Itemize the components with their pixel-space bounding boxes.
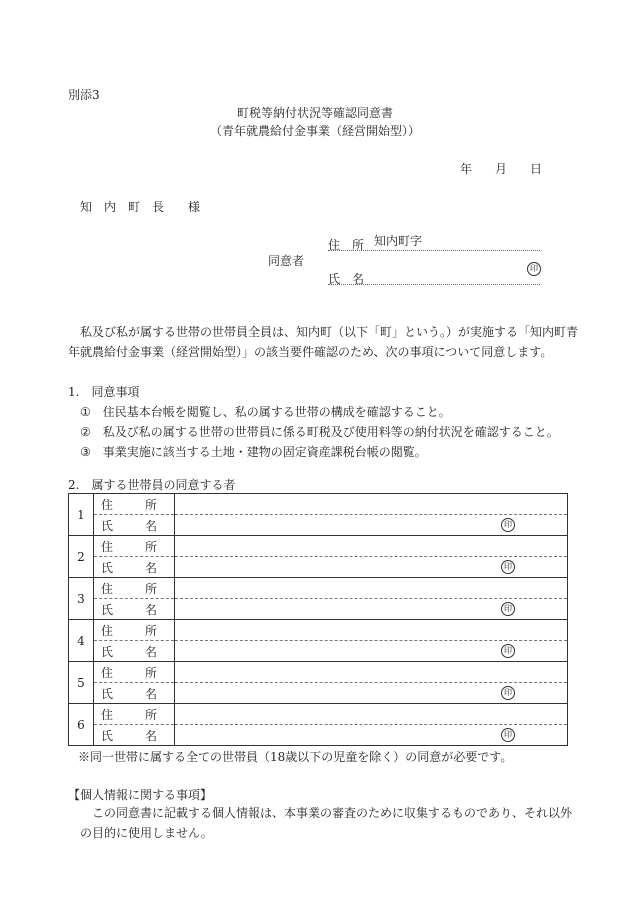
consent-item-text: 住民基本台帳を閲覧し、私の属する世帯の構成を確認すること。 (102, 405, 451, 419)
consent-item-mark: ② (80, 425, 91, 439)
member-address-label: 住 所 (94, 536, 175, 557)
consent-item-mark: ③ (80, 445, 91, 459)
member-address-field[interactable] (175, 620, 568, 641)
member-name-row (69, 599, 568, 620)
member-name-label: 氏 名 (94, 725, 175, 746)
member-name-label: 氏 名 (94, 515, 175, 536)
member-address-row (69, 494, 568, 515)
member-seal: 印 (501, 560, 515, 574)
document-title: 町税等納付状況等確認同意書 (236, 106, 393, 120)
intro-line-2: 年就農給付金事業（経営開始型）」の該当要件確認のため、次の事項について同意します。 (68, 345, 553, 359)
consenter-address-label: 住 所 (328, 238, 365, 252)
member-name-field[interactable] (175, 683, 568, 704)
section1-heading: 1. 同意事項 (68, 385, 140, 399)
member-seal: 印 (501, 518, 515, 532)
document-subtitle: （青年就農給付金事業（経営開始型）） (209, 124, 420, 138)
member-name-label: 氏 名 (94, 641, 175, 662)
consenter-name-label: 氏 名 (328, 272, 365, 286)
member-name-row (69, 641, 568, 662)
member-name-field[interactable] (175, 599, 568, 620)
privacy-line-2: の目的に使用しません。 (80, 826, 213, 840)
member-address-label: 住 所 (94, 620, 175, 641)
intro-line-1: 私及び私が属する世帯の世帯員全員は、知内町（以下「町」という。）が実施する「知内町青 (80, 325, 579, 339)
consent-item (80, 443, 427, 460)
attachment-label: 別添3 (68, 88, 100, 102)
member-name-label: 氏 名 (94, 557, 175, 578)
privacy-heading: 【個人情報に関する事項】 (68, 788, 213, 802)
member-name-label: 氏 名 (94, 683, 175, 704)
member-number: 1 (69, 494, 94, 536)
consenter-label: 同意者 (268, 254, 305, 268)
member-address-field[interactable] (175, 536, 568, 557)
consent-item (80, 403, 451, 420)
member-number: 6 (69, 704, 94, 746)
member-address-label: 住 所 (94, 662, 175, 683)
member-address-label: 住 所 (94, 494, 175, 515)
member-number: 4 (69, 620, 94, 662)
member-name-row (69, 683, 568, 704)
consenter-name-line (328, 270, 540, 285)
members-table (68, 493, 568, 746)
consent-item (80, 423, 559, 440)
consent-item-text: 私及び私の属する世帯の世帯員に係る町税及び使用料等の納付状況を確認すること。 (102, 425, 559, 439)
member-address-label: 住 所 (94, 578, 175, 599)
member-seal: 印 (501, 644, 515, 658)
member-number: 3 (69, 578, 94, 620)
member-name-row (69, 557, 568, 578)
consenter-address-line (328, 236, 540, 251)
member-name-row (69, 725, 568, 746)
member-name-row (69, 515, 568, 536)
member-address-row (69, 662, 568, 683)
privacy-line-1: この同意書に記載する個人情報は、本事業の審査のために収集するものであり、それ以外 (92, 806, 573, 820)
member-address-field[interactable] (175, 704, 568, 725)
member-seal: 印 (501, 602, 515, 616)
consenter-address-value: 知内町字 (374, 234, 423, 248)
date-month: 月 (495, 162, 508, 176)
member-number: 5 (69, 662, 94, 704)
member-name-field[interactable] (175, 515, 568, 536)
member-address-row (69, 578, 568, 599)
addressee: 知 内 町 長 様 (80, 200, 201, 214)
member-address-row (69, 536, 568, 557)
note: ※同一世帯に属する全ての世帯員（18歳以下の児童を除く）の同意が必要です。 (78, 750, 513, 764)
date-year: 年 (460, 162, 473, 176)
member-address-row (69, 704, 568, 725)
member-address-field[interactable] (175, 494, 568, 515)
consenter-seal: 印 (527, 262, 541, 276)
member-number: 2 (69, 536, 94, 578)
member-address-field[interactable] (175, 578, 568, 599)
member-name-field[interactable] (175, 557, 568, 578)
consent-item-text: 事業実施に該当する土地・建物の固定資産課税台帳の閲覧。 (102, 445, 427, 459)
member-address-row (69, 620, 568, 641)
member-seal: 印 (501, 686, 515, 700)
member-name-field[interactable] (175, 725, 568, 746)
member-name-label: 氏 名 (94, 599, 175, 620)
member-address-label: 住 所 (94, 704, 175, 725)
member-name-field[interactable] (175, 641, 568, 662)
consent-item-mark: ① (80, 405, 91, 419)
date-day: 日 (530, 162, 543, 176)
member-address-field[interactable] (175, 662, 568, 683)
section2-heading: 2. 属する世帯員の同意する者 (68, 478, 236, 492)
member-seal: 印 (501, 728, 515, 742)
